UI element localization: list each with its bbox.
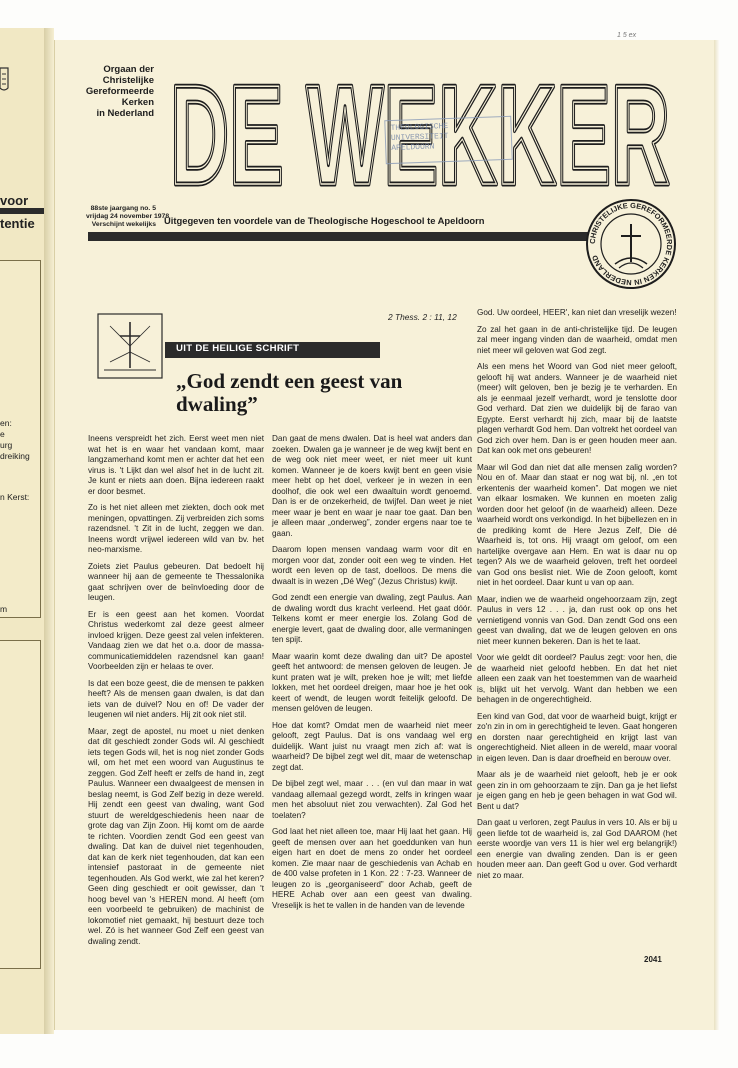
organ-statement xyxy=(78,64,154,119)
article-title: „God zendt een geest van dwaling” xyxy=(176,369,403,416)
left-page-line: e xyxy=(0,429,5,439)
paragraph: God. Uw oordeel, HEER', kan niet dan vreselijk wezen! xyxy=(477,308,677,317)
scripture-cross-icon xyxy=(96,312,164,380)
article-column-3 xyxy=(477,308,677,881)
paragraph: Daarom lopen mensen vandaag warm voor dit en morgen voor dat, zonder ooit een weg te vinden. Het wordt een leven op de tast, doelloos. De mens die dwaalt is in wezen „Dé Weg” (Jezus Christus) kwijt. xyxy=(272,545,472,586)
issue-line: 88ste jaargang no. 5 xyxy=(90,205,156,212)
left-page-heading-2: tentie xyxy=(0,216,35,231)
library-stamp xyxy=(384,116,512,164)
paragraph: Maar als je de waarheid niet gelooft, heb je er ook geen zin in om gehoorzaam te zijn. Dan ga je het liefst je eigen gang en heb je geen behagen in wat God wil. Bent u dat? xyxy=(477,770,677,811)
paragraph: Zoiets ziet Paulus gebeuren. Dat bedoelt hij wanneer hij aan de gemeente te Thessalonika gaat schrijven over de beïnvloeding door de leugen. xyxy=(88,561,264,602)
left-page-line: en: xyxy=(0,418,12,428)
left-page-strip xyxy=(0,28,45,1034)
page-gutter xyxy=(44,28,54,1034)
paragraph: God zendt een energie van dwaling, zegt Paulus. Aan de dwaling wordt dus kracht verleend. Het gaat dóór. Telkens komt er meer energie los. Zolang God de energie levert, gaat de dwaling door, alle vermaningen ten spijt. xyxy=(272,593,472,644)
org-line: Christelijke xyxy=(102,75,154,86)
pencil-note: 1 5 ex xyxy=(617,32,637,39)
paragraph: God laat het niet alleen toe, maar Hij laat het gaan. Hij geeft de mensen over aan het goeddunken van hun eigen hart en doet de mens zo onder het oordeel komen. Zie maar naar de geschiedenis van Achab en de 400 valse profeten in 1 Kon. 22 : 7-23. Wanneer de leugen zo is „georganiseerd” door Achab, geeft de HERE Achab over aan een geest van dwaling. Vreselijk is het te vallen in de handen van de levende xyxy=(272,827,472,910)
masthead-title: DE WEKKER xyxy=(170,56,670,198)
issue-line: vrijdag 24 november 1978 xyxy=(86,213,170,220)
org-line: in Nederland xyxy=(96,108,154,119)
org-line: Gereformeerde xyxy=(85,86,154,97)
page-edge xyxy=(714,40,720,1030)
paragraph: Ineens verspreidt het zich. Eerst weet men niet wat het is en waar het vandaan komt, maar langzamerhand komt men er achter dat het een virus is. 't Lijkt dan wel alsof het in de lucht zit. Je kunt er niets aan doen. Bijna iedereen raakt er door besmet. xyxy=(88,434,264,496)
paragraph: Voor wie geldt dit oordeel? Paulus zegt: voor hen, die de waarheid niet geloofd hebben. En dat het niet alleen een zaak van het toestemmen van de waarheid is, blijkt uit het vervolg. Want dan hebben we een behagen in de ongerechtigheid. xyxy=(477,653,677,704)
left-page-line: n Kerst: xyxy=(0,492,30,502)
publisher-line: Uitgegeven ten voordele van de Theologische Hogeschool te Apeldoorn xyxy=(164,215,485,226)
article-column-1 xyxy=(88,434,264,947)
org-line: Kerken xyxy=(121,97,154,108)
paragraph: Hoe dat komt? Omdat men de waarheid niet meer gelooft, zegt Paulus. Dat is ons vandaag wel erg duidelijk. Want juist nu vraagt men zich af: wat is waarheid? De bijbel zegt wel dit, maar de wetenschap zegt dat. xyxy=(272,720,472,772)
church-seal xyxy=(585,198,677,290)
issue-line: Verschijnt wekelijks xyxy=(91,221,156,228)
paragraph: Is dat een boze geest, die de mensen te pakken heeft? Als de mensen gaan dwalen, is dat dan iets van de duivel? Nou en of! De vader der leugenen wil niet anders. Hij zit ook niet stil. xyxy=(88,678,264,719)
paragraph: Er is een geest aan het komen. Voordat Christus wederkomt zal deze geest almeer invloed krijgen. Deze geest zal velen infekteren. Vandaag zien we dat het o.a. door de massa-communicatiemiddelen razendsnel kan gaan! Voorbeelden zijn er helaas te over. xyxy=(88,609,264,671)
paragraph: Maar wil God dan niet dat alle mensen zalig worden? Nou en of. Maar dan staat er nog wat bij, nl. „en tot erkentenis der waarheid komen”. Dat mogen we niet van elkaar losmaken. We kunnen en moeten zalig worden door het geloof (in de waarheid) alleen. Deze waarheid wordt ons verkondigd. In het bijbellezen en in de prediking komt de Here Jezus Zelf, Die dé Waarheid is, tot ons. Hij vraagt om geloof, om een hartelijke overgave aan Hem. En wat is daar nu op tegen? Als we de waarheid geloven, treft het oordeel van God ons beslist niet. Wie de Zoon gelooft, komt niet in het oordeel. Daar kunt u van op aan. xyxy=(477,462,677,587)
paragraph: Maar, zegt de apostel, nu moet u niet denken dat dit geschiedt zonder Gods wil. Al geschiedt iets tegen Gods wil, het is nog niet zonder Gods wil, om het met een woord van Augustinus te zeggen. God Zelf heeft er zelfs de hand in, zegt Paulus. Wanneer een dwaalgeest de mensen in beslag neemt, is God Zelf bezig in deze wereld. Hij zendt een geest van dwaling, want God stuurt de wereldgeschiedenis heen naar de grote dag van Zijn Zoon. Hij komt om de aarde te richten. Voordien zendt God een geest van dwaling. Dat kan de duivel niet tegenhouden, dat kan de kerk niet tegenhouden, dat kan een intensief pastoraat in de gemeente niet tegenhouden. Als God werkt, wie zal het keren? Geen ding geschiedt er ooit gewisser, dan 't hoog bevel van 's HEREN mond. Al heeft (om een voorbeeld te gebruiken) de machinist de lokomotief niet gemaakt, hij bestuurt deze toch wel. Zó is het wanneer God Zelf een geest van dwaling zendt. xyxy=(88,726,264,946)
left-page-box-3 xyxy=(0,768,41,969)
paragraph: Dan gaat de mens dwalen. Dat is heel wat anders dan zoeken. Dwalen ga je wanneer je de weg kwijt bent en de weg ook niet meer weet, er niet meer uit kunt komen. Wanneer je de koers kwijt bent en geen visie meer hebt op het doel, verkeer je in wezen in een doolhof, die ook wel een dwaaltuin wordt genoemd. Dan is er de onzekerheid, de twijfel. Dan weet je niet meer waar je bent en waar je naar toe gaat. Dan ben je alleen maar „onderweg”, zonder ergens naar toe te gaan. xyxy=(272,434,472,538)
left-page-line: urg xyxy=(0,440,13,450)
paragraph: Dan gaat u verloren, zegt Paulus in vers 10. Als er bij u geen liefde tot de waarheid is, zal God DAAROM (het eerste woordje van vers 11 is hier wel erg belangrijk!) een energie van dwaling zenden. Dan is er geen houden meer aan. Dan geeft God u over. God verhardt niet zo maar. xyxy=(477,818,677,880)
left-page-heading: voor xyxy=(0,193,29,208)
left-page-line: dreiking xyxy=(0,451,30,461)
paragraph: Zo zal het gaan in de anti-christelijke tijd. De leugen zal meer ingang vinden dan de waarheid, omdat men niet meer wil geloven wat God zegt. xyxy=(477,324,677,355)
masthead-rule xyxy=(88,232,626,241)
stamp-line: UNIVERSITEIT xyxy=(390,132,449,144)
page-number: 2041 xyxy=(644,955,662,964)
org-line: Orgaan der xyxy=(103,64,154,75)
paragraph: Maar waarin komt deze dwaling dan uit? De apostel geeft het antwoord: de mensen geloven de leugen. Je kunt praten wat je wilt, preken hoe je wilt; met liefde lokken, met het oordeel dreigen, maar hoe je het ook keert of wendt, de leugen wordt feitelijk geloofd. De mensen gelóven de leugen. xyxy=(272,651,472,713)
bible-reference: 2 Thess. 2 : 11, 12 xyxy=(388,312,457,322)
left-page-line: m xyxy=(0,604,8,614)
paragraph: Als een mens het Woord van God niet meer gelooft, gelooft hij wat anders. Wanneer je de waarheid niet (meer) wilt geloven, ben je bezig je te verharden. En als je eenmaal jezelf verhardt, word je tenslotte door God verhard. Dat zien we duidelijk bij de farao van Egypte. Eerst verhardt hij zich, maar bij de laatste plagen verhardt God hem. Dan voltrekt het oordeel van God zich over hem. Dan is er geen houden meer aan. Dat kan ook met ons gebeuren! xyxy=(477,362,677,455)
left-page-bar xyxy=(0,208,44,214)
section-label: UIT DE HEILIGE SCHRIFT xyxy=(176,343,300,354)
paragraph: Een kind van God, dat voor de waarheid buigt, krijgt er zo'n zin in om in gerechtigheid te leven. Gaat hongeren en dorsten naar gerechtigheid en krijgt last van ongerechtigheid. Niet alleen in de wereld, maar vooral in eigen leven. Dan is daar droefheid en berouw over. xyxy=(477,711,678,763)
paragraph: Maar, indien we de waarheid ongehoorzaam zijn, zegt Paulus in vers 12 . . . ja, dan rust ook op ons het vernietigend vonnis van God. Dan zendt God ons een geest van dwaling, dat we de leugen geloven en ons niet meer kunnen bekeren. Dan is het te laat. xyxy=(477,594,677,646)
issue-info xyxy=(86,205,170,229)
article-column-2 xyxy=(272,434,472,911)
masthead-title-inline: DE WEKKER xyxy=(170,56,670,198)
paragraph: Zo is het niet alleen met ziekten, doch ook met meningen, opvattingen. Zij verbreiden zich soms razendsnel. 't Zit in de lucht, zeggen we dan. Ineens wordt vrijwel iedereen wild van bv. het neo-marxisme. xyxy=(88,503,264,554)
stamp-line: THEOLOGISCHE xyxy=(390,122,449,134)
left-page-crest xyxy=(0,66,10,95)
left-page-box xyxy=(0,260,41,618)
paragraph: De bijbel zegt wel, maar . . . (en vul dan maar in wat vandaag allemaal gezegd wordt, zelfs in kringen waar men het absoluut niet zou verwachten). Zal God het toelaten? xyxy=(272,779,472,820)
stamp-line: APELDOORN xyxy=(391,142,435,154)
seal-text-path: CHRISTELIJKE GEREFORMEERDE KERKEN IN NEDERLAND xyxy=(587,200,675,288)
